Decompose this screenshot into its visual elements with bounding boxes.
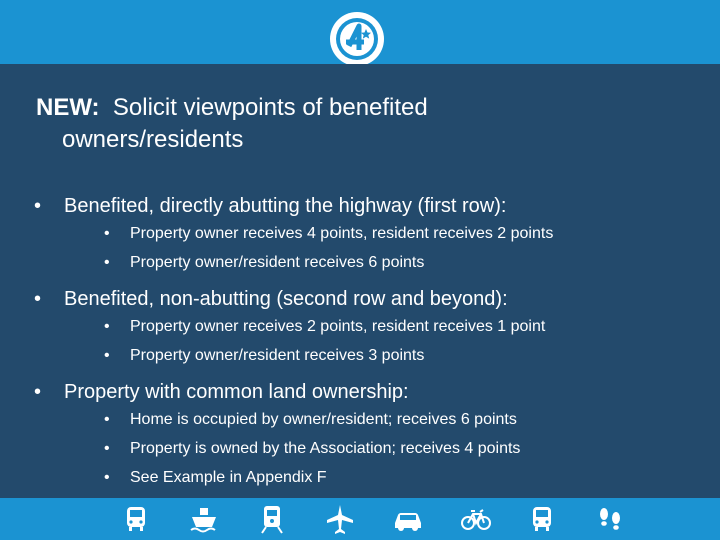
sub-bullet (64, 439, 700, 459)
sub-bullet-text: See Example in Appendix F (130, 469, 327, 486)
title-line-2: owners/residents (62, 126, 244, 153)
sub-bullet-text: Property owner/resident receives 6 points (130, 254, 425, 271)
bullet-second-row (30, 287, 700, 366)
slide-title (36, 92, 676, 156)
sub-bullet-marker: • (104, 347, 110, 364)
sub-bullet-list (64, 224, 700, 273)
sub-bullet (64, 224, 700, 244)
sub-bullet-marker: • (104, 254, 110, 271)
sub-bullet-marker: • (104, 225, 110, 242)
bullet-common-ownership (30, 380, 700, 488)
bicycle-icon (458, 501, 494, 537)
sub-bullet (64, 410, 700, 430)
sub-bullet-list (64, 317, 700, 366)
bus-icon (118, 501, 154, 537)
airplane-icon (322, 501, 358, 537)
bus-icon (524, 501, 560, 537)
ship-icon (186, 501, 222, 537)
bullet-text: Benefited, directly abutting the highway (first row): (64, 195, 507, 217)
sub-bullet-marker: • (104, 318, 110, 335)
car-icon (390, 501, 426, 537)
sub-bullet-text: Home is occupied by owner/resident; receives 6 points (130, 411, 517, 428)
bullet-marker: • (34, 381, 42, 403)
footprints-icon (592, 501, 628, 537)
slide-body (0, 64, 720, 498)
mndot-logo-icon (328, 10, 386, 68)
train-icon (254, 501, 290, 537)
bullet-text: Benefited, non-abutting (second row and beyond): (64, 288, 508, 310)
sub-bullet-text: Property owner/resident receives 3 points (130, 347, 425, 364)
title-new-label: NEW: (36, 94, 100, 121)
bullet-first-row (30, 194, 700, 273)
title-line-1: Solicit viewpoints of benefited (112, 94, 428, 121)
bullet-marker: • (34, 288, 42, 310)
transport-icon-bar (0, 498, 720, 540)
sub-bullet (64, 468, 700, 488)
sub-bullet-list (64, 410, 700, 488)
sub-bullet-marker: • (104, 469, 110, 486)
sub-bullet-marker: • (104, 411, 110, 428)
bullet-list (30, 194, 700, 488)
bullet-marker: • (34, 195, 42, 217)
sub-bullet-marker: • (104, 440, 110, 457)
sub-bullet-text: Property owner receives 4 points, resident receives 2 points (130, 225, 554, 242)
bullet-text: Property with common land ownership: (64, 381, 409, 403)
sub-bullet-text: Property owner receives 2 points, resident receives 1 point (130, 318, 546, 335)
sub-bullet-text: Property is owned by the Association; receives 4 points (130, 440, 521, 457)
sub-bullet (64, 253, 700, 273)
sub-bullet (64, 317, 700, 337)
sub-bullet (64, 346, 700, 366)
